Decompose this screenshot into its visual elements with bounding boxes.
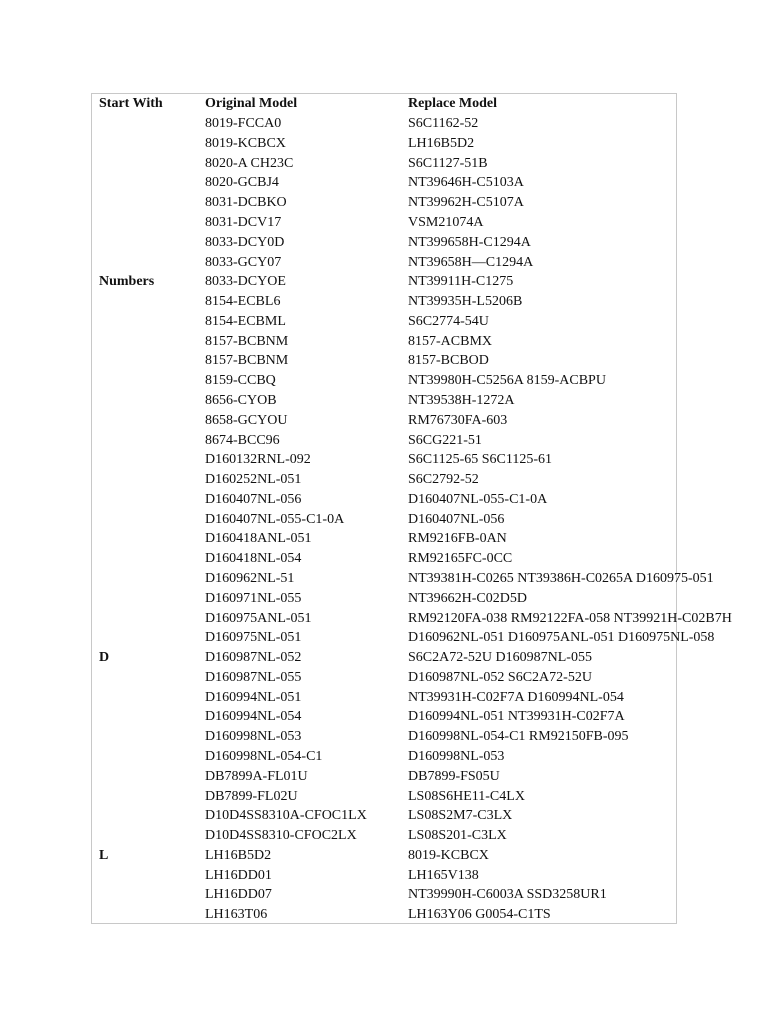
original-model-cell: 8658-GCYOU — [205, 412, 288, 428]
original-model-cell: 8674-BCC96 — [205, 432, 280, 448]
replace-model-cell: RM76730FA-603 — [408, 412, 508, 428]
replace-model-cell: LH16B5D2 — [408, 135, 475, 151]
replace-model-cell: NT39538H-1272A — [408, 392, 515, 408]
replace-model-cell: NT39911H-C1275 — [408, 274, 514, 290]
original-model-cell: 8157-BCBNM — [205, 333, 289, 349]
original-model-cell: D160418ANL-051 — [205, 531, 312, 547]
original-model-cell: 8020-GCBJ4 — [205, 175, 279, 191]
replace-model-column — [408, 94, 768, 923]
replace-model-cell: LS08S2M7-C3LX — [408, 808, 513, 824]
original-model-cell: 8031-DCV17 — [205, 214, 282, 230]
replace-model-cell: NT39990H-C6003A SSD3258UR1 — [408, 887, 607, 903]
original-model-cell: D160252NL-051 — [205, 472, 302, 487]
original-model-cell: 8019-KCBCX — [205, 135, 286, 151]
replace-model-cell: NT39662H-C02D5D — [408, 590, 527, 606]
original-model-cell: LH16B5D2 — [205, 847, 272, 863]
replace-model-cell: RM92165FC-0CC — [408, 551, 513, 567]
original-model-cell: 8031-DCBKO — [205, 195, 287, 211]
original-model-cell: D10D4SS8310A-CFOC1LX — [205, 808, 367, 824]
original-model-cell: 8154-ECBML — [205, 313, 286, 329]
replace-model-cell: S6C1127-51B — [408, 155, 488, 171]
replace-model-cell: 8157-BCBOD — [408, 353, 489, 369]
original-model-cell: D160994NL-051 — [205, 689, 302, 705]
replace-model-cell: NT39931H-C02F7A D160994NL-054 — [408, 689, 624, 705]
replace-model-cell: 8157-ACBMX — [408, 333, 493, 349]
original-model-cell: D160407NL-056 — [205, 491, 302, 507]
replace-model-cell: NT39658H—C1294A — [408, 254, 534, 270]
original-model-cell: DB7899A-FL01U — [205, 768, 308, 784]
replace-model-cell: NT39646H-C5103A — [408, 175, 524, 191]
original-model-cell: D160994NL-054 — [205, 709, 302, 725]
original-model-cell: D160998NL-054-C1 — [205, 749, 323, 764]
original-model-column — [205, 94, 405, 923]
replace-model-cell: S6C2A72-52U D160987NL-055 — [408, 650, 592, 666]
original-model-cell: LH16DD07 — [205, 887, 272, 903]
replace-model-cell: D160994NL-051 NT39931H-C02F7A — [408, 709, 625, 725]
replace-model-cell: D160987NL-052 S6C2A72-52U — [408, 669, 592, 685]
header-original-model: Original Model — [205, 96, 298, 111]
original-model-cell: D160971NL-055 — [205, 590, 302, 606]
replace-model-cell: DB7899-FS05U — [408, 768, 500, 784]
replace-model-cell: LH165V138 — [408, 867, 479, 883]
replacement-table — [91, 93, 732, 924]
header-replace-model: Replace Model — [408, 96, 498, 111]
replace-model-cell: VSM21074A — [408, 214, 484, 230]
start-with-column — [99, 94, 199, 923]
replace-model-cell: S6CG221-51 — [408, 432, 482, 448]
replace-model-cell: D160998NL-054-C1 RM92150FB-095 — [408, 729, 629, 745]
replace-model-cell: S6C2792-52 — [408, 472, 479, 487]
original-model-cell: D160987NL-052 — [205, 650, 302, 666]
original-model-cell: LH16DD01 — [205, 867, 272, 883]
original-model-cell: 8033-GCY07 — [205, 254, 282, 270]
replace-model-cell: NT39935H-L5206B — [408, 294, 523, 309]
replace-model-cell: 8019-KCBCX — [408, 847, 489, 863]
original-model-cell: D160987NL-055 — [205, 669, 302, 685]
replace-model-cell: RM9216FB-0AN — [408, 531, 507, 547]
original-model-cell: D160962NL-51 — [205, 570, 295, 586]
replace-model-cell: S6C1125-65 S6C1125-61 — [408, 452, 553, 468]
start-with-group-label: D — [99, 650, 110, 666]
original-model-cell: 8033-DCYOE — [205, 274, 286, 290]
replace-model-cell: LH163Y06 G0054-C1TS — [408, 907, 551, 923]
replace-model-cell: RM92120FA-038 RM92122FA-058 NT39921H-C02B7H — [408, 610, 732, 626]
replace-model-cell: LS08S201-C3LX — [408, 828, 507, 844]
original-model-cell: 8033-DCY0D — [205, 234, 285, 250]
replace-model-cell: D160998NL-053 — [408, 749, 505, 764]
replace-model-cell: NT39381H-C0265 NT39386H-C0265A D160975-051 — [408, 570, 714, 586]
original-model-cell: D160407NL-055-C1-0A — [205, 511, 345, 527]
replace-model-cell: LS08S6HE11-C4LX — [408, 788, 525, 804]
original-model-cell: D160975NL-051 — [205, 630, 302, 646]
original-model-cell: 8020-A CH23C — [205, 155, 294, 171]
replace-model-cell: S6C1162-52 — [408, 116, 479, 131]
header-start-with: Start With — [99, 96, 163, 111]
original-model-cell: LH163T06 — [205, 907, 268, 923]
original-model-cell: 8154-ECBL6 — [205, 294, 281, 309]
replace-model-cell: D160962NL-051 D160975ANL-051 D160975NL-058 — [408, 630, 715, 646]
start-with-group-label: Numbers — [99, 274, 155, 290]
original-model-cell: DB7899-FL02U — [205, 788, 298, 804]
original-model-cell: 8157-BCBNM — [205, 353, 289, 369]
replace-model-cell: NT39980H-C5256A 8159-ACBPU — [408, 373, 606, 389]
replace-model-cell: NT39962H-C5107A — [408, 195, 524, 211]
original-model-cell: D160418NL-054 — [205, 551, 302, 567]
original-model-cell: D160975ANL-051 — [205, 610, 312, 626]
replace-model-cell: D160407NL-056 — [408, 511, 505, 527]
original-model-cell: D160132RNL-092 — [205, 452, 311, 468]
start-with-group-label: L — [99, 847, 109, 863]
original-model-cell: 8656-CYOB — [205, 392, 277, 408]
original-model-cell: 8159-CCBQ — [205, 373, 276, 389]
replace-model-cell: S6C2774-54U — [408, 313, 489, 329]
original-model-cell: D10D4SS8310-CFOC2LX — [205, 828, 357, 844]
replace-model-cell: D160407NL-055-C1-0A — [408, 491, 548, 507]
replace-model-cell: NT399658H-C1294A — [408, 234, 531, 250]
original-model-cell: D160998NL-053 — [205, 729, 302, 745]
original-model-cell: 8019-FCCA0 — [205, 116, 282, 131]
